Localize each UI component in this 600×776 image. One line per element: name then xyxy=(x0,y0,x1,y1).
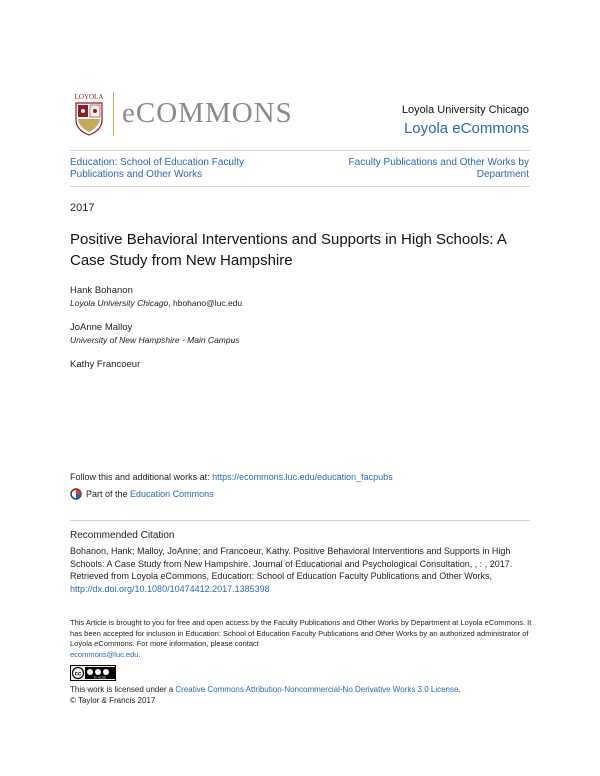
svg-text:cc: cc xyxy=(74,671,82,678)
doi-link[interactable]: http://dx.doi.org/10.1080/10474412.2017.1385398 xyxy=(70,583,270,594)
follow-line: Follow this and additional works at: https://ecommons.luc.edu/education_facpubs xyxy=(70,472,393,482)
author-email: , hbohano@luc.edu xyxy=(168,298,243,308)
license-line: This work is licensed under a Creative Commons Attribution-Noncommercial-No Derivative Works 3.0 License. © Taylor & Francis 2017 xyxy=(70,685,461,705)
repository-link[interactable]: Loyola eCommons xyxy=(403,120,529,137)
collection-link-right[interactable]: Faculty Publications and Other Works by Department xyxy=(348,157,529,180)
copyright: © Taylor & Francis 2017 xyxy=(70,696,156,705)
part-of-line: Part of the Education Commons xyxy=(70,488,214,500)
publication-year: 2017 xyxy=(70,202,95,214)
logo-wordmark: LOYOLA xyxy=(74,93,104,101)
collection-link-left[interactable]: Education: School of Education Faculty Publications and Other Works xyxy=(70,157,244,180)
education-commons-link[interactable]: Education Commons xyxy=(130,489,214,499)
ecommons-brand: eCOMMONS xyxy=(122,97,293,129)
divider-citation xyxy=(70,520,530,521)
collection-url-link[interactable]: https://ecommons.luc.edu/education_facpubs xyxy=(212,472,393,482)
citation-heading: Recommended Citation xyxy=(70,530,175,541)
logo-divider xyxy=(113,92,114,136)
license-link[interactable]: Creative Commons Attribution-Noncommercial-No Derivative Works 3.0 License xyxy=(175,685,459,694)
contact-email-link[interactable]: ecommons@luc.edu xyxy=(70,649,139,659)
cc-badge-label: BY NC ND xyxy=(93,676,107,680)
author-name: Hank Bohanon xyxy=(70,285,133,296)
author-affiliation: University of New Hampshire - Main Campus xyxy=(70,335,240,345)
divider-top xyxy=(70,150,530,151)
loyola-logo xyxy=(70,92,108,136)
institution-name: Loyola University Chicago xyxy=(401,104,529,116)
creative-commons-badge[interactable] xyxy=(70,665,116,681)
author-name: JoAnne Malloy xyxy=(70,322,133,333)
divider-mid xyxy=(70,186,530,187)
citation-body: Bohanon, Hank; Malloy, JoAnne; and Francoeur, Kathy. Positive Behavioral Interventions and Supports in High Schools: A Case Study from New Hampshire. Journal of Educational and Psychological Consultation, , : , 2017. Retrieved from Loyola eCommons, Education: School of Education Faculty Publications and Other Works, http://dx.doi.org/10.1080/10474412.2017.1385398 xyxy=(70,546,513,594)
author-affiliation: Loyola University Chicago, hbohano@luc.edu xyxy=(70,298,243,308)
access-notice: This Article is brought to you for free and open access by the Faculty Publications and Other Works by Department at Loyola eCommons. It has been accepted for inclusion in Education: School of Education Faculty Publications and Other Works by an authorized administrator of Loyola eCommons. For more information, please contact ecommons@luc.edu. xyxy=(70,618,532,659)
network-icon xyxy=(70,488,82,500)
author-name: Kathy Francoeur xyxy=(70,359,141,370)
paper-title: Positive Behavioral Interventions and Supports in High Schools: A Case Study from New Hampshire xyxy=(70,231,507,269)
